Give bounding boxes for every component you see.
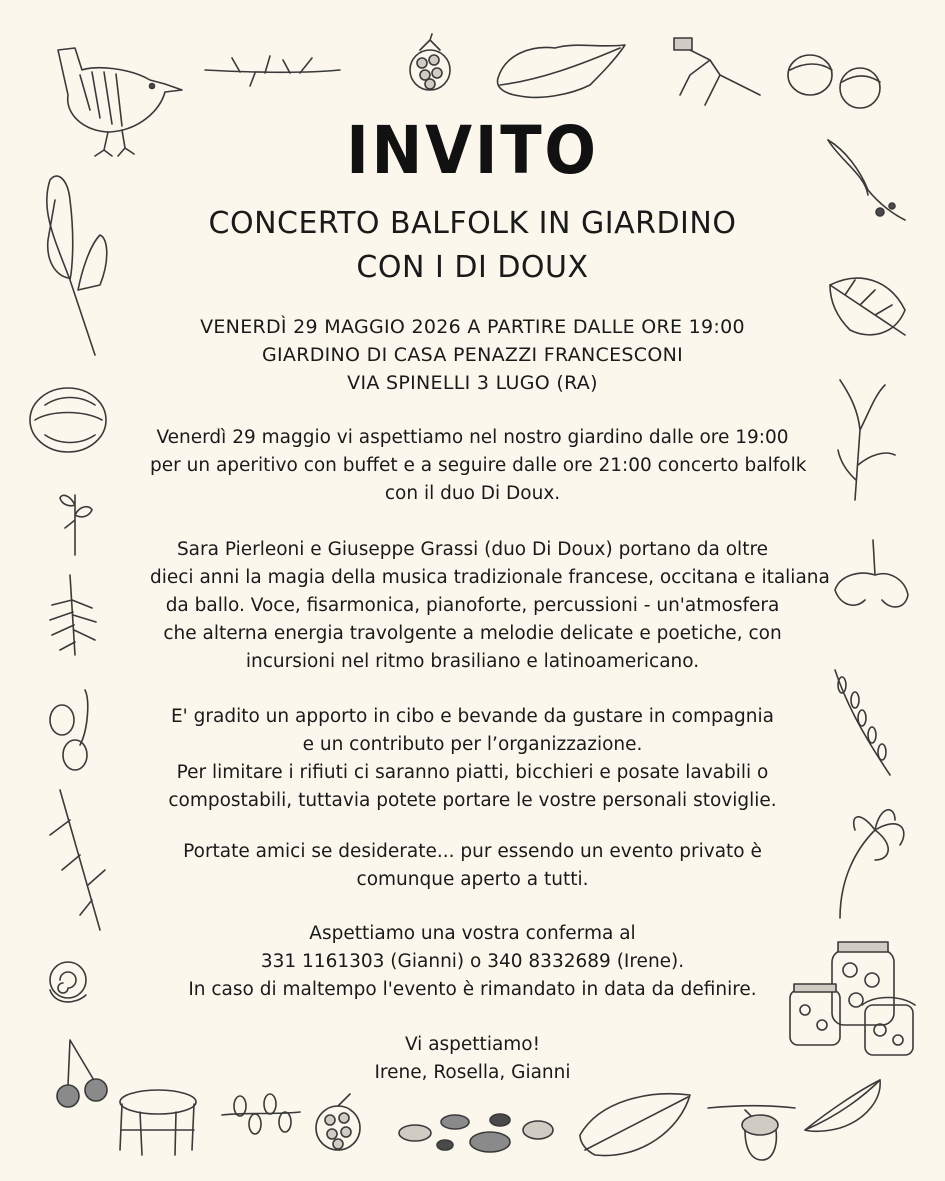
text-line: da ballo. Voce, fisarmonica, pianoforte, percussioni - un'atmosfera bbox=[165, 595, 780, 616]
acorn-illustration bbox=[708, 1106, 795, 1160]
event-title-line: CONCERTO BALFOLK IN GIARDINO bbox=[208, 206, 737, 241]
text-line: Per limitare i rifiuti ci saranno piatti, bicchieri e posate lavabili o bbox=[176, 762, 769, 783]
branch-illustration bbox=[205, 56, 340, 86]
text-line: Aspettiamo una vostra conferma al bbox=[309, 923, 636, 944]
invito-heading: INVITO bbox=[346, 112, 599, 189]
text-line: comunque aperto a tutti. bbox=[356, 869, 589, 890]
event-date: VENERDÌ 29 MAGGIO 2026 A PARTIRE DALLE ORE 19:00 bbox=[200, 316, 745, 338]
hazelnut-illustration bbox=[788, 55, 880, 108]
elm-leaf-illustration bbox=[830, 278, 905, 335]
text-line: incursioni nel ritmo brasiliano e latinoamericano. bbox=[245, 651, 700, 672]
text-line: e un contributo per l’organizzazione. bbox=[302, 734, 643, 755]
branching-twig-illustration bbox=[838, 380, 895, 500]
fern-illustration bbox=[50, 575, 96, 655]
raspberry-illustration bbox=[410, 34, 450, 90]
event-title-line: CON I DI DOUX bbox=[356, 250, 589, 285]
sprig-illustration bbox=[222, 1094, 300, 1134]
event-details bbox=[150, 313, 795, 397]
paragraph-contribution bbox=[150, 703, 795, 815]
text-line: dieci anni la magia della musica tradizionale francese, occitana e italiana bbox=[150, 567, 830, 588]
stool-illustration bbox=[120, 1090, 196, 1155]
walnut-illustration bbox=[30, 388, 106, 452]
leafy-flower-illustration bbox=[840, 810, 904, 918]
text-line: che alterna energia travolgente a melodie delicate e poetiche, con bbox=[163, 623, 782, 644]
olive-sprig-illustration bbox=[835, 670, 890, 775]
paragraph-friends bbox=[150, 838, 795, 894]
paragraph-rsvp bbox=[150, 920, 795, 1004]
text-line: In caso di maltempo l'evento è rimandato in data da definire. bbox=[188, 979, 757, 1000]
paragraph-artists bbox=[150, 536, 830, 676]
text-line: per un aperitivo con buffet e a seguire dalle ore 21:00 concerto balfolk bbox=[150, 455, 807, 476]
slingshot-illustration bbox=[674, 38, 760, 105]
rsvp-phone-numbers: 331 1161303 (Gianni) o 340 8332689 (Irene). bbox=[260, 951, 685, 972]
jam-jars-illustration bbox=[790, 942, 915, 1055]
raspberry-illustration bbox=[316, 1094, 360, 1150]
text-line: Portate amici se desiderate... pur essendo un evento privato è bbox=[183, 841, 762, 862]
rosehip-illustration bbox=[50, 690, 88, 770]
sprout-illustration bbox=[60, 495, 92, 555]
text-line: compostabili, tuttavia potete portare le vostre personali stoviglie. bbox=[168, 790, 777, 811]
closing-greeting: Vi aspettiamo! bbox=[404, 1034, 541, 1055]
paragraph-intro bbox=[150, 424, 807, 508]
text-line: con il duo Di Doux. bbox=[384, 483, 561, 504]
feather-leaf-illustration bbox=[805, 1080, 880, 1131]
wren-bird-illustration bbox=[58, 48, 182, 156]
event-venue: GIARDINO DI CASA PENAZZI FRANCESCONI bbox=[261, 344, 684, 366]
twig-illustration bbox=[50, 790, 105, 930]
text-line: Venerdì 29 maggio vi aspettiamo nel nostro giardino dalle ore 19:00 bbox=[156, 427, 789, 448]
oak-sprig-illustration bbox=[828, 140, 905, 220]
oak-leaf-illustration bbox=[497, 45, 625, 97]
oak-leaves-pair-illustration bbox=[835, 540, 908, 607]
pebbles-illustration bbox=[399, 1114, 553, 1152]
snail-shell-illustration bbox=[50, 962, 86, 1002]
tall-leaves-illustration bbox=[47, 176, 107, 355]
closing-signature: Irene, Rosella, Gianni bbox=[374, 1062, 571, 1083]
event-address: VIA SPINELLI 3 LUGO (RA) bbox=[347, 372, 598, 394]
leaf-illustration bbox=[580, 1094, 690, 1156]
cherries-illustration bbox=[57, 1040, 107, 1107]
text-line: Sara Pierleoni e Giuseppe Grassi (duo Di Doux) portano da oltre bbox=[176, 539, 769, 560]
closing bbox=[150, 1031, 795, 1087]
text-line: E' gradito un apporto in cibo e bevande da gustare in compagnia bbox=[170, 706, 774, 727]
event-title bbox=[150, 202, 795, 290]
